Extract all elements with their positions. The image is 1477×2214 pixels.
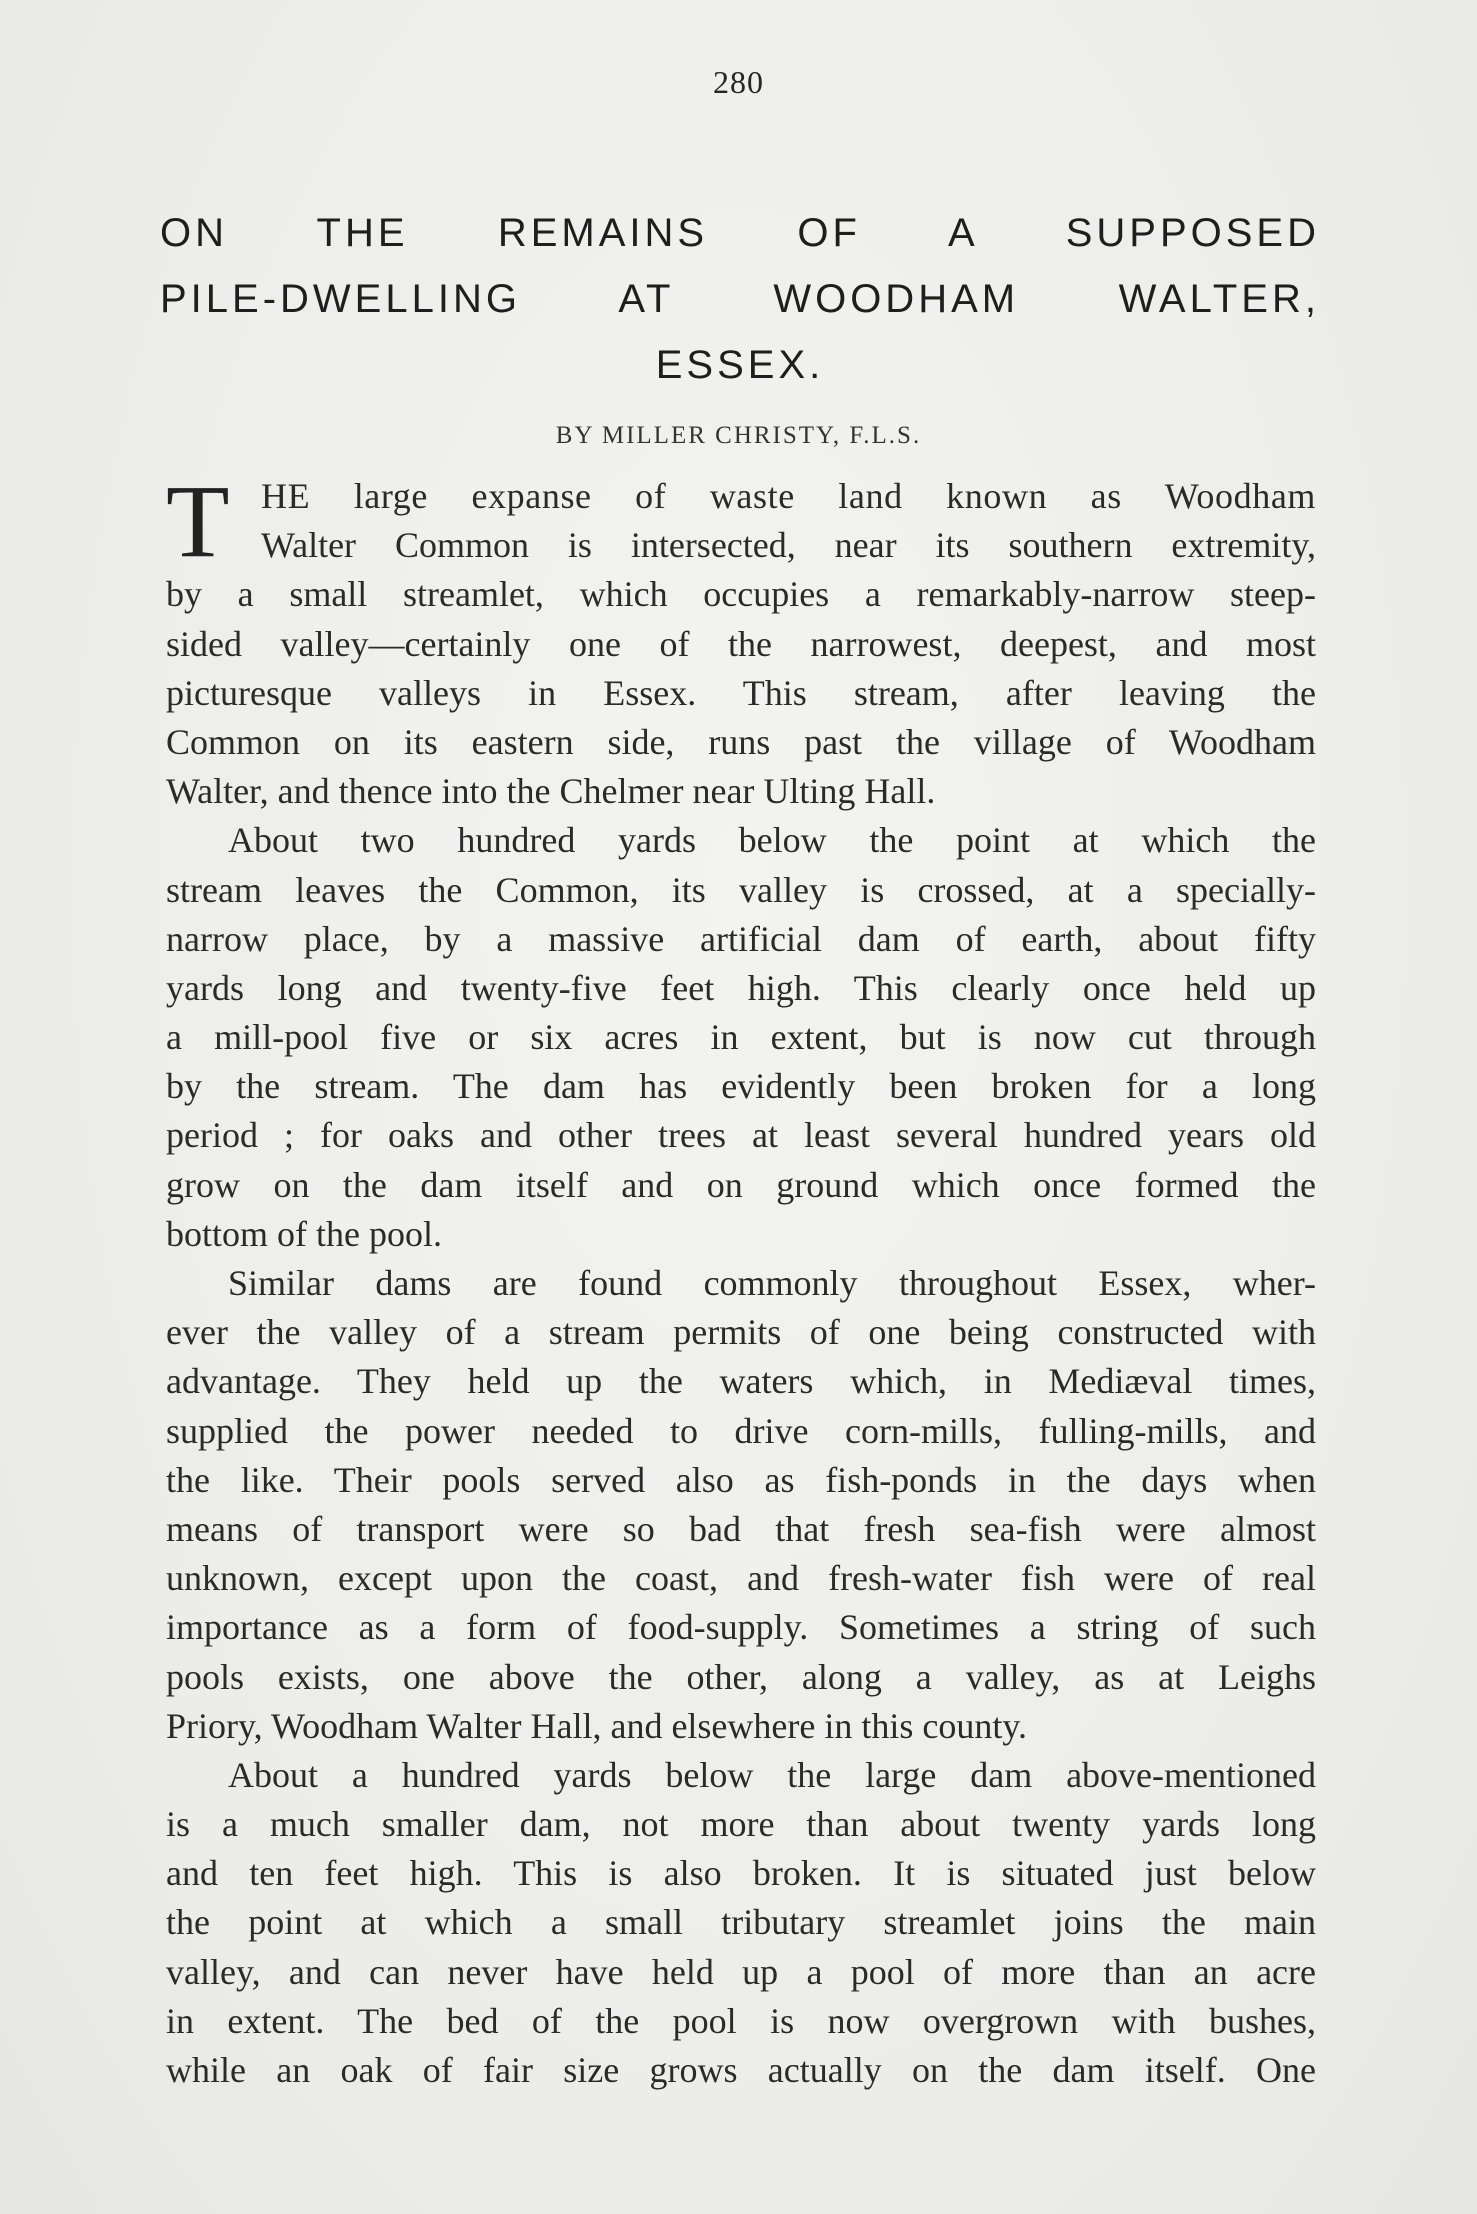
text-line: grow on the dam itself and on ground which once formed the [166, 1164, 1316, 1205]
page-number: 280 [713, 64, 764, 100]
text-line: a mill-pool five or six acres in extent, but is now cut through [166, 1017, 1316, 1058]
text-line: the point at which a small tributary streamlet joins the main [166, 1902, 1316, 1943]
text-line: Priory, Woodham Walter Hall, and elsewhere in this county. [166, 1705, 1028, 1746]
paragraph [166, 1259, 1316, 1751]
text-line: by the stream. The dam has evidently been broken for a long [166, 1066, 1316, 1107]
title-line: PILE-DWELLING AT WOODHAM WALTER, [160, 277, 1320, 321]
text-line: period ; for oaks and other trees at least several hundred years old [166, 1115, 1316, 1156]
text-line: Similar dams are found commonly throughout Essex, wher- [228, 1263, 1316, 1303]
text-line: Common on its eastern side, runs past the village of Woodham [166, 721, 1316, 762]
text-line: HE large expanse of waste land known as Woodham [261, 476, 1316, 516]
text-line: while an oak of fair size grows actually on the dam itself. One [166, 2050, 1316, 2090]
text-line: bottom of the pool. [166, 1213, 442, 1254]
drop-cap: T [166, 464, 230, 579]
text-line: Walter Common is intersected, near its southern extremity, [261, 525, 1316, 566]
text-line: in extent. The bed of the pool is now overgrown with bushes, [166, 2000, 1316, 2041]
title-line: ON THE REMAINS OF A SUPPOSED [160, 211, 1320, 255]
text-line: and ten feet high. This is also broken. It is situated just below [166, 1853, 1316, 1894]
author-byline: BY MILLER CHRISTY, F.L.S. [555, 422, 922, 449]
text-line: picturesque valleys in Essex. This stream, after leaving the [166, 672, 1316, 713]
text-line: Walter, and thence into the Chelmer near Ulting Hall. [166, 771, 936, 812]
paragraph [166, 1751, 1316, 2095]
text-line: valley, and can never have held up a pool of more than an acre [166, 1951, 1316, 1992]
text-line: unknown, except upon the coast, and fresh-water fish were of real [166, 1558, 1316, 1599]
text-line: About a hundred yards below the large dam above-mentioned [228, 1754, 1316, 1795]
text-line: supplied the power needed to drive corn-mills, fulling-mills, and [166, 1410, 1316, 1451]
text-line: means of transport were so bad that fresh sea-fish were almost [166, 1508, 1316, 1549]
article-body [166, 464, 1316, 2095]
article-title [160, 200, 1320, 398]
text-line: ever the valley of a stream permits of one being constructed with [166, 1312, 1316, 1353]
text-line: the like. Their pools served also as fish-ponds in the days when [166, 1459, 1316, 1500]
paragraph [166, 816, 1316, 1259]
text-line: pools exists, one above the other, along a valley, as at Leighs [166, 1656, 1316, 1697]
paragraph [166, 464, 1316, 816]
text-line: stream leaves the Common, its valley is crossed, at a specially- [166, 869, 1316, 910]
text-line: About two hundred yards below the point at which the [228, 820, 1316, 861]
text-line: sided valley—certainly one of the narrowest, deepest, and most [166, 623, 1316, 664]
text-line: narrow place, by a massive artificial dam of earth, about fifty [166, 918, 1316, 959]
text-line: yards long and twenty-five feet high. This clearly once held up [166, 967, 1316, 1008]
text-line: advantage. They held up the waters which, in Mediæval times, [166, 1361, 1316, 1402]
text-line: is a much smaller dam, not more than about twenty yards long [166, 1804, 1316, 1845]
text-line: importance as a form of food-supply. Sometimes a string of such [166, 1607, 1316, 1648]
text-line: by a small streamlet, which occupies a remarkably-narrow steep- [166, 574, 1316, 615]
title-line: ESSEX. [655, 343, 825, 387]
